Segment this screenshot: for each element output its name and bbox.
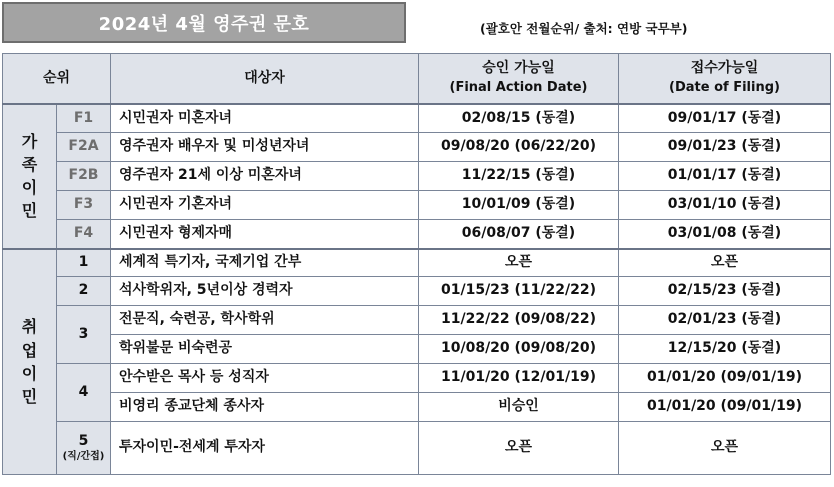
- target-cell: 세계적 특기자, 국제기업 간부: [111, 249, 419, 277]
- rank-cell: 3: [57, 306, 111, 364]
- rank-number: 5: [78, 432, 89, 449]
- filing-cell: 09/01/23 (동결): [619, 133, 831, 162]
- rank-cell: F2B: [57, 162, 111, 191]
- table-row: [3, 422, 831, 475]
- rank-cell: [57, 422, 111, 475]
- table-row: [3, 133, 831, 162]
- rank-cell: F4: [57, 220, 111, 249]
- target-cell: 석사학위자, 5년이상 경력자: [111, 277, 419, 306]
- target-cell: 비영리 종교단체 종사자: [111, 393, 419, 422]
- final-action-cell: 오픈: [419, 249, 619, 277]
- rank-cell: F2A: [57, 133, 111, 162]
- final-action-cell: 비승인: [419, 393, 619, 422]
- filing-cell: 12/15/20 (동결): [619, 335, 831, 364]
- header-final-action: [419, 54, 619, 104]
- table-row: [3, 220, 831, 249]
- target-cell: 시민권자 기혼자녀: [111, 191, 419, 220]
- rank-cell: 2: [57, 277, 111, 306]
- final-action-cell: 11/22/22 (09/08/22): [419, 306, 619, 335]
- header-final-action-ko: 승인 가능일: [482, 60, 555, 77]
- rank-cell: F1: [57, 104, 111, 133]
- filing-cell: 09/01/17 (동결): [619, 104, 831, 133]
- table-row: [3, 306, 831, 335]
- filing-cell: 01/01/17 (동결): [619, 162, 831, 191]
- target-cell: 투자이민-전세계 투자자: [111, 422, 419, 475]
- table-row: [3, 162, 831, 191]
- filing-cell: 01/01/20 (09/01/19): [619, 393, 831, 422]
- final-action-cell: 01/15/23 (11/22/22): [419, 277, 619, 306]
- rank-sub-label: (직/간접): [62, 451, 105, 462]
- header-filing-ko: 접수가능일: [690, 60, 759, 77]
- final-action-cell: 06/08/07 (동결): [419, 220, 619, 249]
- page-title: 2024년 4월 영주권 문호: [2, 2, 406, 43]
- table-row: [3, 364, 831, 393]
- table-row: [3, 335, 831, 364]
- table-row: [3, 393, 831, 422]
- target-cell: 학위불문 비숙련공: [111, 335, 419, 364]
- final-action-cell: 10/08/20 (09/08/20): [419, 335, 619, 364]
- source-note: (괄호안 전월순위/ 출처: 연방 국무부): [480, 21, 688, 36]
- header-filing: [619, 54, 831, 104]
- filing-cell: 03/01/08 (동결): [619, 220, 831, 249]
- final-action-cell: 02/08/15 (동결): [419, 104, 619, 133]
- filing-cell: 오픈: [619, 422, 831, 475]
- final-action-cell: 11/22/15 (동결): [419, 162, 619, 191]
- header-filing-en: (Date of Filing): [669, 79, 780, 95]
- header-row: [3, 54, 831, 104]
- header-rank: 순위: [3, 54, 111, 104]
- category-employment: 취 업 이 민: [3, 249, 57, 475]
- final-action-cell: 11/01/20 (12/01/19): [419, 364, 619, 393]
- rank-cell: 4: [57, 364, 111, 422]
- table-row: [3, 104, 831, 133]
- table-row: [3, 249, 831, 277]
- rank-cell: F3: [57, 191, 111, 220]
- final-action-cell: 09/08/20 (06/22/20): [419, 133, 619, 162]
- target-cell: 영주권자 21세 이상 미혼자녀: [111, 162, 419, 191]
- header-target: 대상자: [111, 54, 419, 104]
- filing-cell: 01/01/20 (09/01/19): [619, 364, 831, 393]
- table-row: [3, 277, 831, 306]
- target-cell: 영주권자 배우자 및 미성년자녀: [111, 133, 419, 162]
- header-final-action-en: (Final Action Date): [449, 79, 588, 95]
- target-cell: 시민권자 형제자매: [111, 220, 419, 249]
- target-cell: 시민권자 미혼자녀: [111, 104, 419, 133]
- rank-cell: 1: [57, 249, 111, 277]
- filing-cell: 03/01/10 (동결): [619, 191, 831, 220]
- final-action-cell: 10/01/09 (동결): [419, 191, 619, 220]
- table-row: [3, 191, 831, 220]
- final-action-cell: 오픈: [419, 422, 619, 475]
- visa-bulletin-table: [2, 53, 831, 475]
- visa-bulletin-table-wrapper: [2, 53, 831, 475]
- filing-cell: 오픈: [619, 249, 831, 277]
- filing-cell: 02/15/23 (동결): [619, 277, 831, 306]
- filing-cell: 02/01/23 (동결): [619, 306, 831, 335]
- category-family: 가 족 이 민: [3, 104, 57, 249]
- target-cell: 안수받은 목사 등 성직자: [111, 364, 419, 393]
- target-cell: 전문직, 숙련공, 학사학위: [111, 306, 419, 335]
